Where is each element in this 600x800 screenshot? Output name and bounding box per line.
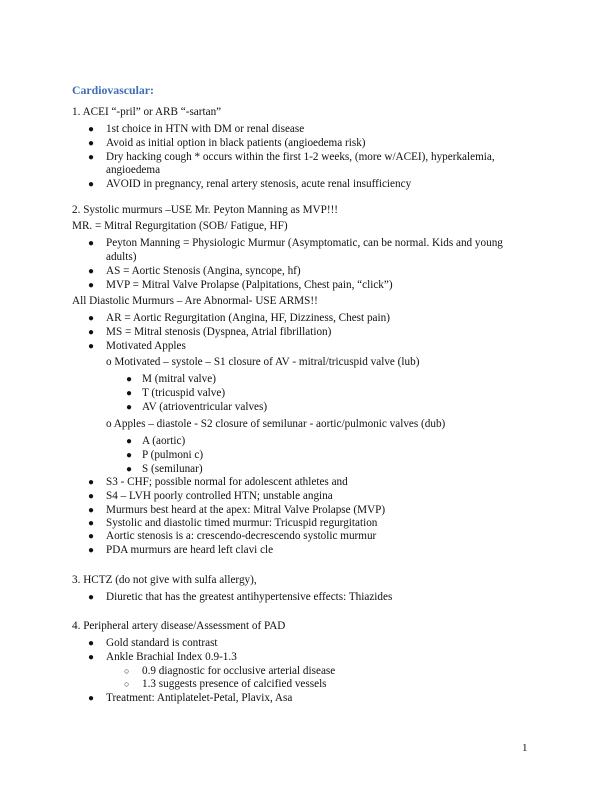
list-item: Diuretic that has the greatest antihypertensive effects: Thiazides [106, 591, 393, 603]
list-item: PDA murmurs are heard left clavi cle [106, 544, 274, 556]
diastolic-line: All Diastolic Murmurs – Are Abnormal- USE ARMS!! [72, 295, 318, 307]
list-item: Gold standard is contrast [106, 637, 218, 649]
list-item: Dry hacking cough * occurs within the first 1-2 weeks, (more w/ACEI), hyperkalemia, [106, 151, 495, 163]
list-item: Avoid as initial option in black patients (angioedema risk) [106, 137, 366, 149]
hollow-bullet-icon: ○ [124, 666, 130, 676]
list-item: Systolic and diastolic timed murmur: Tricuspid regurgitation [106, 517, 378, 529]
bullet-icon: ● [126, 388, 133, 399]
bullet-icon: ● [126, 436, 133, 447]
page-number: 1 [522, 742, 528, 754]
list-item: S3 - CHF; possible normal for adolescent athletes and [106, 476, 348, 488]
list-item: 1.3 suggests presence of calcified vessels [142, 678, 327, 690]
bullet-icon: ● [88, 280, 95, 291]
list-item: T (tricuspid valve) [142, 387, 226, 399]
bullet-icon: ● [88, 138, 95, 149]
list-item: Treatment: Antiplatelet-Petal, Plavix, Asa [106, 692, 293, 704]
bullet-icon: ● [88, 341, 95, 352]
bullet-icon: ● [88, 652, 95, 663]
bullet-icon: ● [88, 491, 95, 502]
list-item: AR = Aortic Regurgitation (Angina, HF, Dizziness, Chest pain) [106, 312, 390, 324]
list-item: 1st choice in HTN with DM or renal disease [106, 123, 305, 135]
item-4-title: 4. Peripheral artery disease/Assessment of PAD [72, 620, 286, 632]
motivated-line: o Motivated – systole – S1 closure of AV - mitral/tricuspid valve (lub) [106, 356, 420, 368]
section-heading-cardiovascular: Cardiovascular: [72, 83, 154, 97]
item-1-title: 1. ACEI “-pril” or ARB “-sartan” [72, 106, 222, 118]
list-item: Ankle Brachial Index 0.9-1.3 [106, 651, 237, 663]
bullet-icon: ● [88, 238, 95, 249]
bullet-icon: ● [126, 464, 133, 475]
list-item: Aortic stenosis is a: crescendo-decrescendo systolic murmur [106, 530, 377, 542]
list-item: Murmurs best heard at the apex: Mitral Valve Prolapse (MVP) [106, 504, 386, 516]
bullet-icon: ● [88, 592, 95, 603]
bullet-icon: ● [88, 124, 95, 135]
bullet-icon: ● [88, 179, 95, 190]
list-item-continuation: adults) [106, 251, 137, 263]
bullet-icon: ● [88, 505, 95, 516]
bullet-icon: ● [126, 374, 133, 385]
list-item: M (mitral valve) [142, 373, 216, 385]
bullet-icon: ● [88, 152, 95, 163]
bullet-icon: ● [126, 450, 133, 461]
bullet-icon: ● [88, 693, 95, 704]
apples-line: o Apples – diastole - S2 closure of semilunar - aortic/pulmonic valves (dub) [106, 418, 446, 430]
mr-line: MR. = Mitral Regurgitation (SOB/ Fatigue, HF) [72, 220, 288, 232]
list-item: A (aortic) [142, 435, 186, 447]
list-item-continuation: angioedema [106, 164, 161, 176]
bullet-icon: ● [88, 518, 95, 529]
list-item: AV (atrioventricular valves) [142, 401, 268, 413]
bullet-icon: ● [88, 266, 95, 277]
bullet-icon: ● [88, 531, 95, 542]
item-3-title: 3. HCTZ (do not give with sulfa allergy), [72, 574, 257, 586]
bullet-icon: ● [88, 545, 95, 556]
list-item: AS = Aortic Stenosis (Angina, syncope, hf) [106, 265, 301, 277]
list-item: Peyton Manning = Physiologic Murmur (Asymptomatic, can be normal. Kids and young [106, 237, 503, 249]
bullet-icon: ● [88, 638, 95, 649]
list-item: P (pulmoni c) [142, 449, 204, 461]
list-item: Motivated Apples [106, 340, 186, 352]
bullet-icon: ● [88, 313, 95, 324]
list-item: S (semilunar) [142, 463, 203, 475]
list-item: S4 – LVH poorly controlled HTN; unstable angina [106, 490, 333, 502]
list-item: MS = Mitral stenosis (Dyspnea, Atrial fibrillation) [106, 326, 332, 338]
bullet-icon: ● [88, 327, 95, 338]
list-item: 0.9 diagnostic for occlusive arterial disease [142, 665, 336, 677]
bullet-icon: ● [88, 477, 95, 488]
bullet-icon: ● [126, 402, 133, 413]
list-item: MVP = Mitral Valve Prolapse (Palpitations, Chest pain, “click”) [106, 279, 393, 291]
item-2-title: 2. Systolic murmurs –USE Mr. Peyton Manning as MVP!!! [72, 204, 339, 216]
list-item: AVOID in pregnancy, renal artery stenosis, acute renal insufficiency [106, 178, 412, 190]
hollow-bullet-icon: ○ [124, 679, 130, 689]
